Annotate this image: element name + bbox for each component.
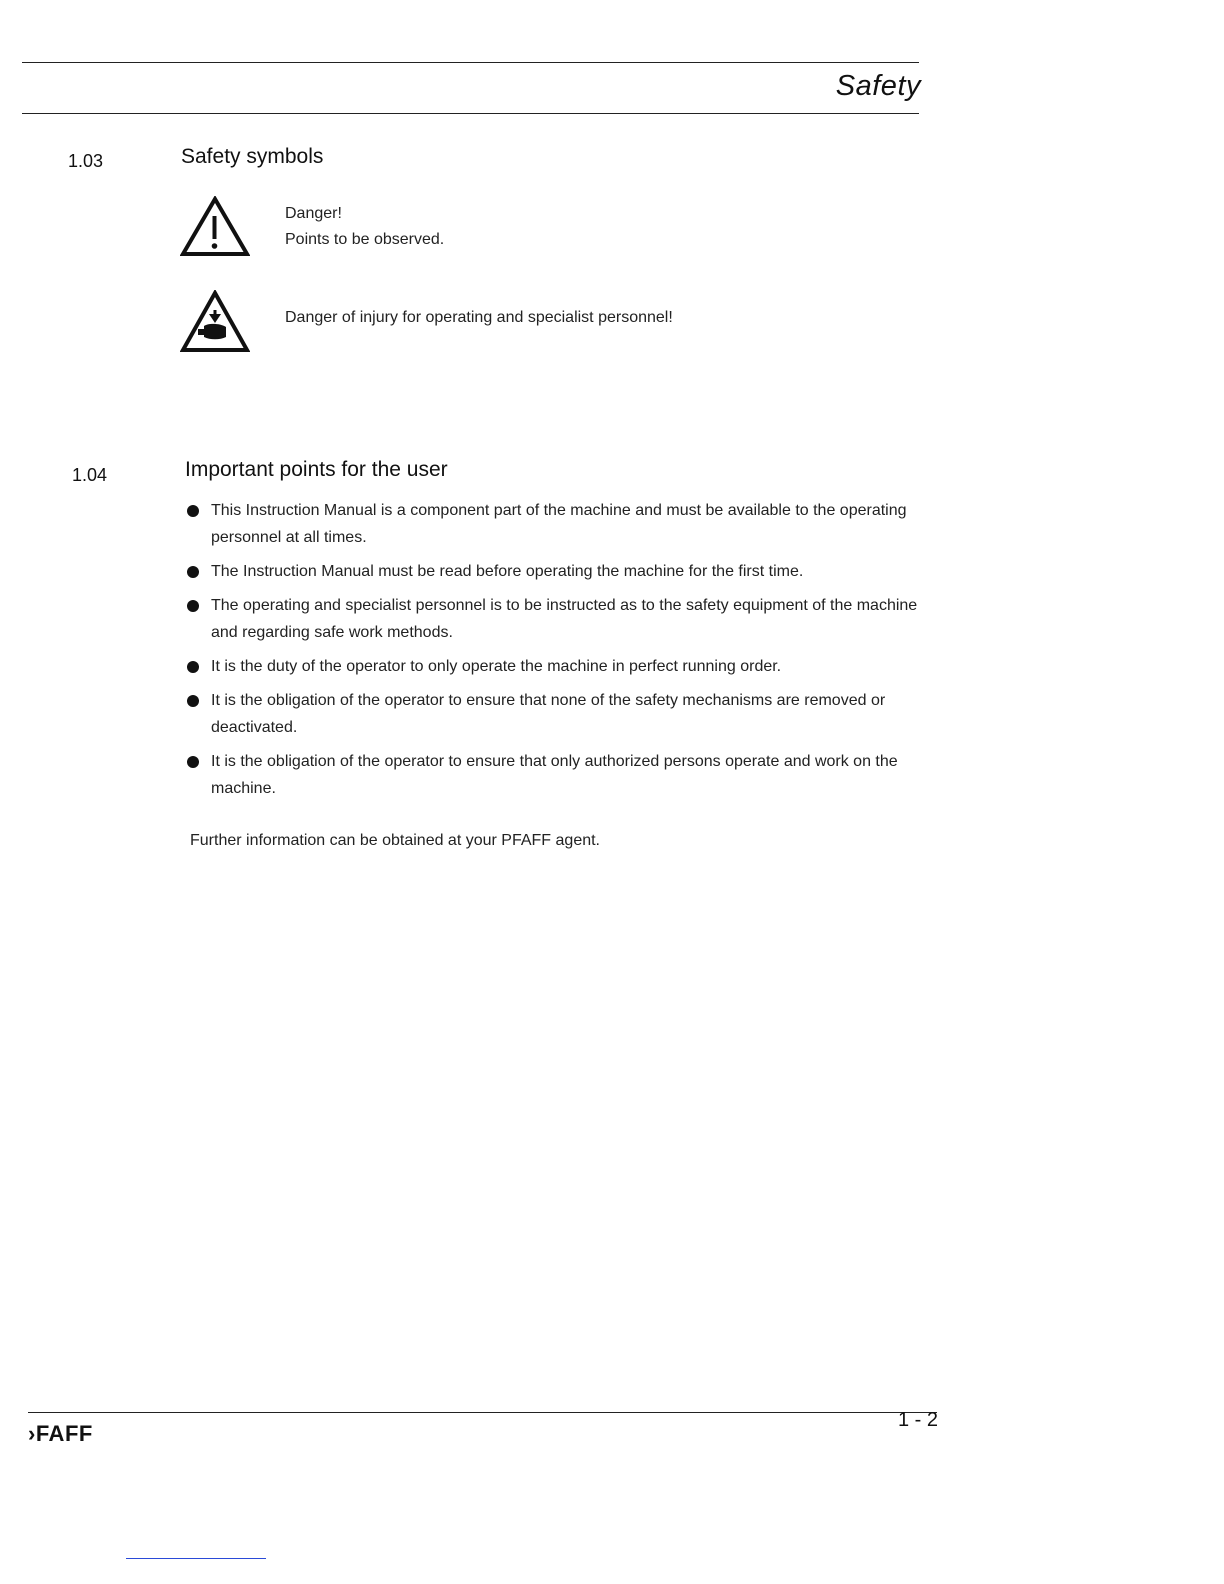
symbol-text-line: Danger! [285, 205, 342, 222]
list-item-text: It is the duty of the operator to only operate the machine in perfect running order. [211, 658, 782, 675]
list-item [184, 653, 924, 680]
bullet-dot-icon [187, 566, 199, 578]
section-number: 1.04 [72, 465, 108, 485]
scan-artifact-line [126, 1558, 266, 1559]
list-item [184, 748, 924, 802]
header-title: Safety [835, 70, 921, 102]
bullet-dot-icon [187, 505, 199, 517]
list-item [184, 687, 924, 741]
header-bottom-rule [22, 113, 919, 114]
bullet-dot-icon [187, 756, 199, 768]
list-item-text: The operating and specialist personnel is to be instructed as to the safety equipment of the machine and regarding safe work methods. [211, 597, 918, 641]
section-title: Safety symbols [181, 145, 324, 168]
further-info-note: Further information can be obtained at your PFAFF agent. [190, 832, 600, 849]
list-item-text: This Instruction Manual is a component part of the machine and must be available to the operating personnel at all times. [211, 502, 907, 546]
list-item-text: It is the obligation of the operator to ensure that none of the safety mechanisms are removed or deactivated. [211, 692, 886, 736]
list-item [184, 497, 924, 551]
symbol-description [285, 201, 444, 253]
symbol-text-line: Points to be observed. [285, 231, 445, 248]
footer-brand-logo: ›FAFF [28, 1421, 93, 1446]
list-item [184, 558, 924, 585]
section-number: 1.03 [68, 151, 104, 171]
list-item-text: The Instruction Manual must be read before operating the machine for the first time. [211, 563, 804, 580]
hand-injury-warning-icon [180, 290, 250, 354]
list-item [184, 592, 924, 646]
list-item-text: It is the obligation of the operator to ensure that only authorized persons operate and work on the machine. [211, 753, 898, 797]
bullet-dot-icon [187, 600, 199, 612]
page-number: 1 - 2 [897, 1409, 938, 1431]
symbol-description [285, 305, 673, 331]
symbol-text-line: Danger of injury for operating and specialist personnel! [285, 309, 673, 326]
section-title: Important points for the user [185, 458, 448, 481]
warning-exclamation-icon [180, 196, 250, 258]
footer-rule [28, 1412, 937, 1413]
bullet-dot-icon [187, 695, 199, 707]
header-top-rule [22, 62, 919, 63]
bullet-dot-icon [187, 661, 199, 673]
user-points-list [184, 497, 924, 809]
